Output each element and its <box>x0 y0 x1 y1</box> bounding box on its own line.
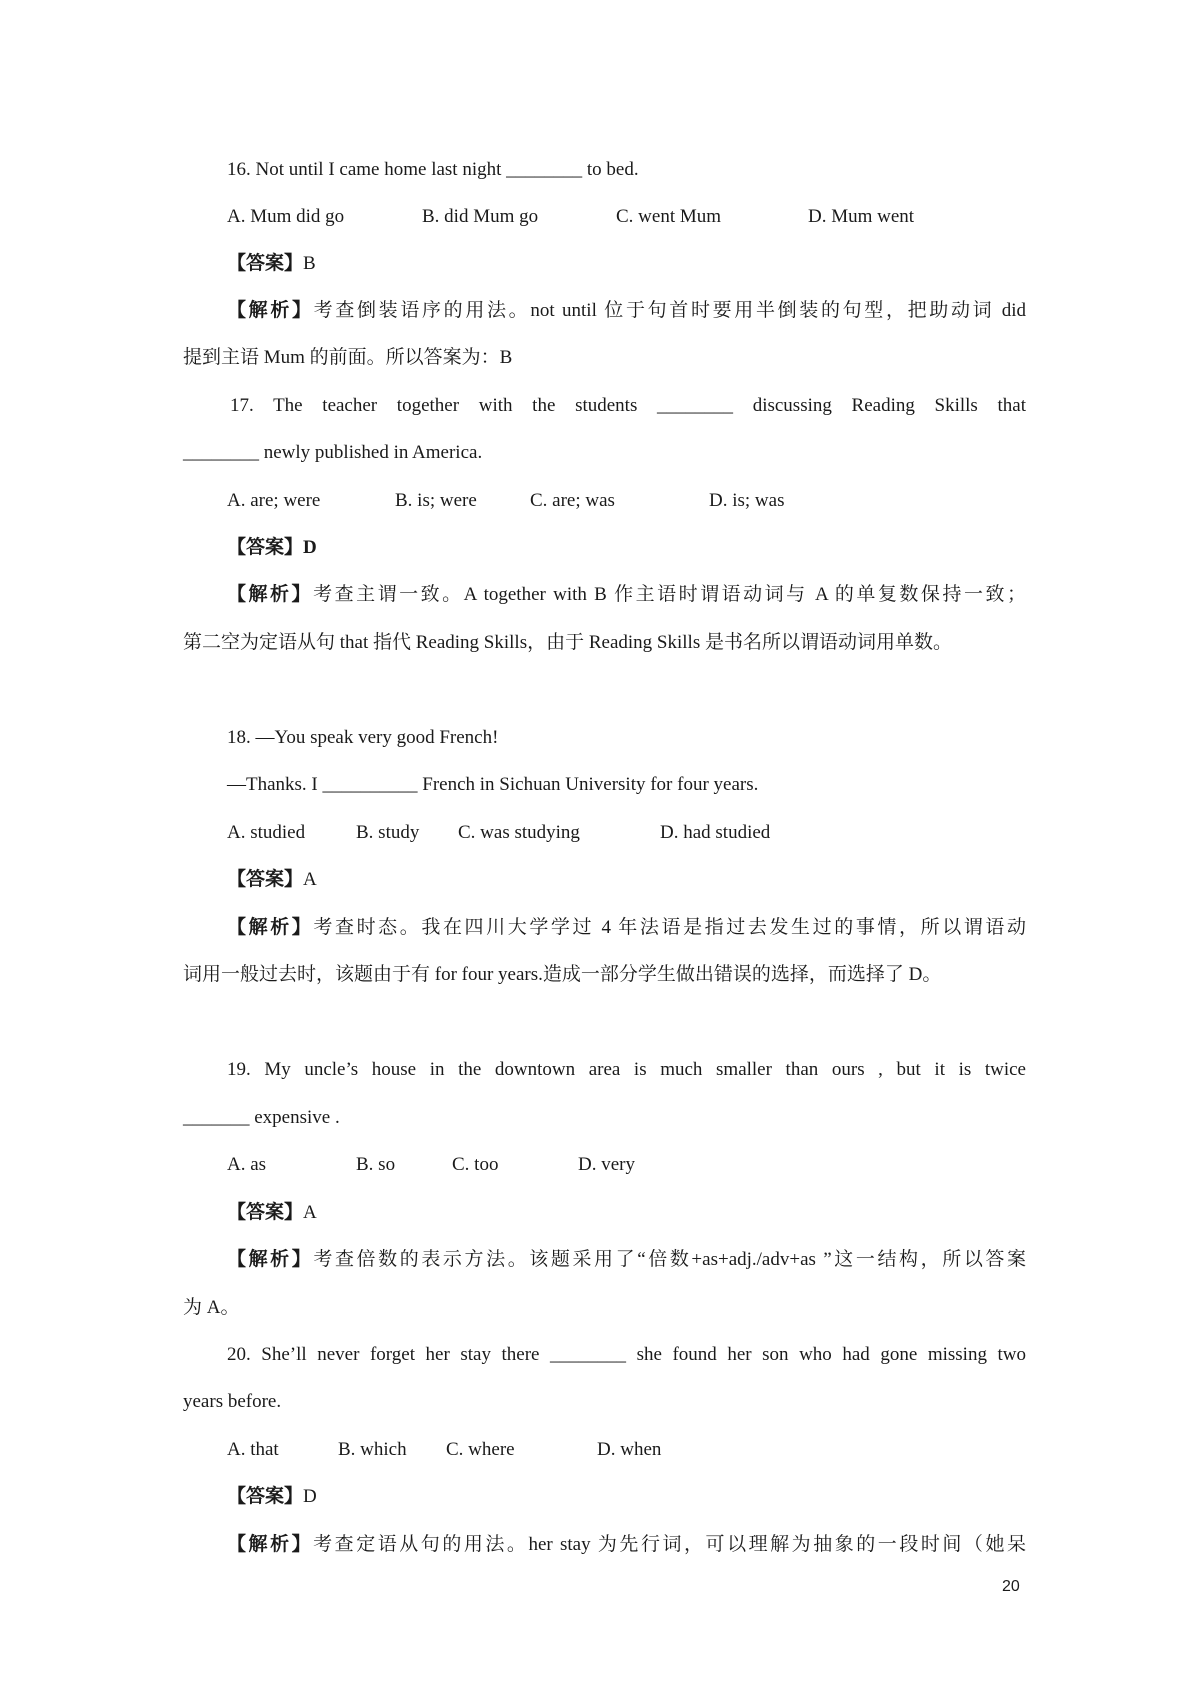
question-20-stem-line-1 <box>183 1343 1026 1367</box>
question-18-analysis-line-2: 词用一般过去时，该题由于有 for four years.造成一部分学生做出错误的选择，而选择了 D。 <box>183 964 942 985</box>
question-18-answer <box>227 868 317 892</box>
stem-text: 17. The teacher together with the students ________ discussing Reading Skills that <box>230 395 1026 416</box>
stem-text: 19. My uncle’s house in the downtown area is much smaller than ours , but it is twice <box>227 1059 1026 1080</box>
analysis-tag: 【解析】 <box>227 300 314 321</box>
analysis-text: 考查时态。我在四川大学学过 4 年法语是指过去发生过的事情，所以谓语动 <box>313 917 1026 938</box>
question-16-answer <box>227 252 316 276</box>
answer-tag: 【答案】 <box>227 1202 304 1223</box>
question-19-answer <box>227 1201 317 1225</box>
question-17-option-c: C. are; was <box>530 490 615 511</box>
analysis-tag: 【解析】 <box>227 584 314 605</box>
question-19-option-d: D. very <box>578 1154 635 1175</box>
analysis-tag: 【解析】 <box>227 917 314 938</box>
question-17-stem-line-2: ________ newly published in America. <box>183 442 483 463</box>
question-18-option-d: D. had studied <box>660 822 771 843</box>
question-16-option-c: C. went Mum <box>616 206 722 227</box>
question-17-analysis-line-1 <box>183 583 1026 607</box>
question-19-analysis-line-1 <box>183 1248 1026 1272</box>
analysis-text: 考查主谓一致。A together with B 作主语时谓语动词与 A 的单复数保持一致； <box>313 584 1026 605</box>
question-17-analysis-line-2: 第二空为定语从句 that 指代 Reading Skills，由于 Reading Skills 是书名所以谓语动词用单数。 <box>183 632 952 653</box>
question-17-option-a: A. are; were <box>227 490 321 511</box>
answer-tag: 【答案】 <box>227 253 304 274</box>
stem-text: 20. She’ll never forget her stay there ________ she found her son who had gone missing two <box>227 1344 1026 1365</box>
question-17-answer <box>227 536 317 560</box>
question-16-option-a: A. Mum did go <box>227 206 345 227</box>
answer-value: A <box>303 869 317 890</box>
question-16-analysis-line-1 <box>183 299 1026 323</box>
analysis-tag: 【解析】 <box>227 1534 314 1555</box>
answer-tag: 【答案】 <box>227 537 304 558</box>
question-16-analysis-line-2: 提到主语 Mum 的前面。所以答案为：B <box>183 347 513 368</box>
question-20-option-c: C. where <box>446 1439 515 1460</box>
question-17-stem-line-1 <box>183 394 1026 418</box>
question-20-answer <box>227 1485 317 1509</box>
question-17-option-b: B. is; were <box>395 490 477 511</box>
question-20-analysis-line-1 <box>183 1533 1026 1557</box>
page-number: 20 <box>1002 1578 1020 1595</box>
answer-value: B <box>303 253 316 274</box>
question-19-stem-line-2: _______ expensive . <box>183 1107 340 1128</box>
question-20-option-d: D. when <box>597 1439 662 1460</box>
question-18-stem-line-1: 18. —You speak very good French! <box>227 727 499 748</box>
question-17-option-d: D. is; was <box>709 490 785 511</box>
analysis-text: 考查倍数的表示方法。该题采用了“倍数+as+adj./adv+as ”这一结构，所以答案 <box>313 1249 1026 1270</box>
analysis-text: 考查倒装语序的用法。not until 位于句首时要用半倒装的句型，把助动词 did <box>313 300 1026 321</box>
question-19-stem-line-1 <box>183 1058 1026 1082</box>
question-16-option-b: B. did Mum go <box>422 206 539 227</box>
answer-value: D <box>303 537 317 558</box>
answer-value: D <box>303 1486 317 1507</box>
analysis-text: 考查定语从句的用法。her stay 为先行词，可以理解为抽象的一段时间（她呆 <box>313 1534 1026 1555</box>
answer-tag: 【答案】 <box>227 1486 304 1507</box>
answer-tag: 【答案】 <box>227 869 304 890</box>
question-16-option-d: D. Mum went <box>808 206 915 227</box>
question-18-option-c: C. was studying <box>458 822 580 843</box>
question-18-stem-line-2: —Thanks. I __________ French in Sichuan University for four years. <box>227 774 759 795</box>
question-19-option-c: C. too <box>452 1154 499 1175</box>
analysis-tag: 【解析】 <box>227 1249 314 1270</box>
question-16-stem: 16. Not until I came home last night ________ to bed. <box>227 159 639 180</box>
question-18-analysis-line-1 <box>183 916 1026 940</box>
question-19-option-a: A. as <box>227 1154 267 1175</box>
question-20-option-a: A. that <box>227 1439 279 1460</box>
question-20-stem-line-2: years before. <box>183 1391 282 1412</box>
question-18-option-a: A. studied <box>227 822 306 843</box>
question-19-analysis-line-2: 为 A。 <box>183 1297 240 1318</box>
question-20-option-b: B. which <box>338 1439 407 1460</box>
question-18-option-b: B. study <box>356 822 420 843</box>
answer-value: A <box>303 1202 317 1223</box>
question-19-option-b: B. so <box>356 1154 396 1175</box>
